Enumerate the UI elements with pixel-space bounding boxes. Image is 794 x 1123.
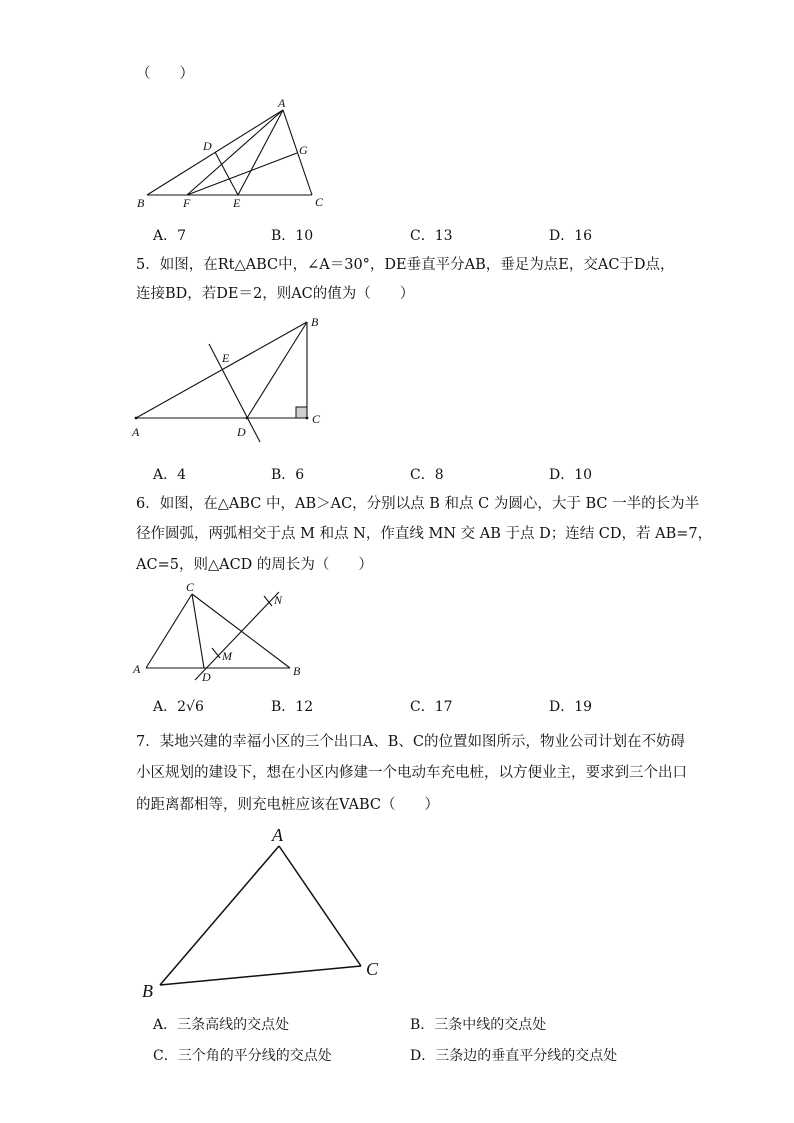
q7-option-d[interactable]: D．三条边的垂直平分线的交点处 [410,1048,618,1064]
q6-label-m: M [222,649,232,663]
q5-option-d[interactable]: D．10 [549,467,593,483]
q5-label-b: B [311,315,319,329]
q7-option-b[interactable]: B．三条中线的交点处 [410,1017,547,1033]
q7-label-b: B [142,981,153,1001]
q6-label-n: N [274,593,283,607]
q5-label-c: C [312,412,321,426]
q6-label-a: A [133,662,141,676]
q7-stem-line3: 的距离都相等，则充电桩应该在VABC（ ） [136,797,439,813]
q7-label-a: A [272,825,283,845]
q5-label-a: A [132,425,140,439]
q6-option-c[interactable]: C．17 [410,699,453,715]
q6-option-a[interactable]: A．2√6 [153,699,204,715]
q4-option-a[interactable]: A．7 [153,228,187,244]
q5-option-a[interactable]: A．4 [153,467,187,483]
q4-option-d[interactable]: D．16 [549,228,593,244]
q4-label-g: G [299,143,308,157]
q6-label-d: D [202,670,211,684]
q7-figure [142,825,379,1001]
q4-label-b: B [137,196,145,210]
q5-option-b[interactable]: B．6 [271,467,305,483]
q6-option-b[interactable]: B．12 [271,699,314,715]
q4-figure [137,96,324,210]
q5-stem-line2: 连接BD，若DE＝2，则AC的值为（ ） [136,286,415,302]
q4-label-c: C [315,195,324,209]
q6-stem-line3: AC=5，则△ACD 的周长为（ ） [136,557,373,573]
q7-stem-line2: 小区规划的建设下，想在小区内修建一个电动车充电桩，以方便业主，要求到三个出口 [136,765,687,781]
q4-label-d: D [203,139,212,153]
q6-option-d[interactable]: D．19 [549,699,593,715]
q5-option-c[interactable]: C．8 [410,467,444,483]
q7-label-c: C [366,959,379,979]
q4-option-b[interactable]: B．10 [271,228,314,244]
q4-label-a: A [278,96,286,110]
q4-label-e: E [233,196,241,210]
right-angle-mark [296,407,307,418]
q7-option-c[interactable]: C．三个角的平分线的交点处 [153,1048,332,1064]
q5-stem-line1: 5．如图，在Rt△ABC中，∠A＝30°，DE垂直平分AB，垂足为点E，交AC于D点， [136,257,675,273]
q4-label-f: F [183,196,191,210]
q4-option-c[interactable]: C．13 [410,228,453,244]
q5-label-d: D [237,425,246,439]
q6-label-b: B [293,664,301,678]
q5-label-e: E [222,351,230,365]
q6-label-c: C [186,580,195,594]
q7-option-a[interactable]: A．三条高线的交点处 [153,1017,290,1033]
q5-figure [131,315,321,442]
q7-stem-line1: 7．某地兴建的幸福小区的三个出口A、B、C的位置如图所示，物业公司计划在不妨碍 [136,734,685,750]
arc-mark-m [212,648,220,658]
q6-stem-line1: 6．如图，在△ABC 中，AB＞AC，分别以点 B 和点 C 为圆心，大于 BC 一半的长为半 [136,496,700,512]
q6-figure [132,580,301,684]
q4-stem-tail: （ ） [136,66,194,82]
q6-stem-line2: 径作圆弧，两弧相交于点 M 和点 N，作直线 MN 交 AB 于点 D；连结 CD，若 AB=7， [136,526,713,542]
